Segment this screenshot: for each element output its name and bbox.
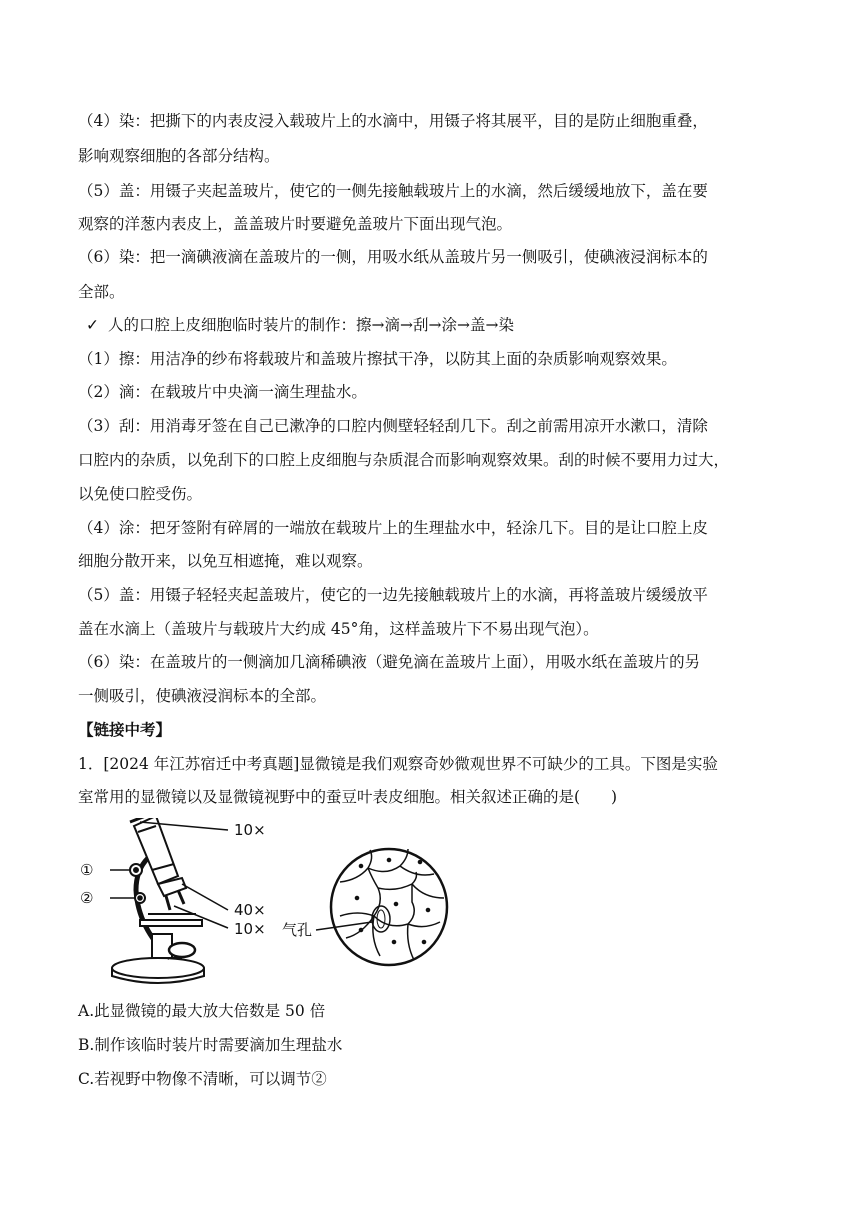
text-line: （6）染：在盖玻片的一侧滴加几滴稀碘液（避免滴在盖玻片上面），用吸水纸在盖玻片的另 [78, 653, 701, 671]
microscope-drawing [110, 818, 228, 983]
microscope-figure [78, 818, 458, 986]
option-a: A.此显微镜的最大放大倍数是 50 倍 [78, 1002, 326, 1020]
microscope-diagram [78, 818, 458, 986]
text-line: （2）滴：在载玻片中央滴一滴生理盐水。 [78, 383, 367, 401]
objective-high-label: 40× [234, 901, 266, 919]
text-line: 全部。 [78, 283, 125, 301]
question-line: 1．[2024 年江苏宿迁中考真题]显微镜是我们观察奇妙微观世界不可缺少的工具。下图是实验 [78, 755, 718, 773]
text-line: （5）盖：用镊子轻轻夹起盖玻片，使它的一边先接触载玻片上的水滴，再将盖玻片缓缓放平 [78, 586, 708, 604]
option-b: B.制作该临时装片时需要滴加生理盐水 [78, 1036, 343, 1054]
text-line: 影响观察细胞的各部分结构。 [78, 147, 280, 165]
text-line: （4）染：把撕下的内表皮浸入载玻片上的水滴中，用镊子将其展平，目的是防止细胞重叠， [78, 112, 708, 130]
text-line: 以免使口腔受伤。 [78, 485, 203, 503]
option-c: C.若视野中物像不清晰，可以调节② [78, 1070, 327, 1088]
oral-heading [86, 314, 794, 336]
text-line: 口腔内的杂质，以免刮下的口腔上皮细胞与杂质混合而影响观察效果。刮的时候不要用力过大， [78, 451, 730, 469]
field-of-view [316, 849, 447, 965]
text-line: （5）盖：用镊子夹起盖玻片，使它的一侧先接触载玻片上的水滴，然后缓缓地放下，盖在要 [78, 182, 708, 200]
text-line: 观察的洋葱内表皮上，盖盖玻片时要避免盖玻片下面出现气泡。 [78, 215, 513, 233]
text-line: 盖在水滴上（盖玻片与载玻片大约成 45°角，这样盖玻片下不易出现气泡）。 [78, 620, 599, 638]
text-line: （3）刮：用消毒牙签在自己已漱净的口腔内侧壁轻轻刮几下。刮之前需用凉开水漱口，清除 [78, 417, 708, 435]
oral-heading-text: 人的口腔上皮细胞临时装片的制作：擦→滴→刮→涂→盖→染 [108, 316, 514, 334]
question-line: 室常用的显微镜以及显微镜视野中的蚕豆叶表皮细胞。相关叙述正确的是( ) [78, 788, 618, 806]
text-line: 一侧吸引，使碘液浸润标本的全部。 [78, 687, 327, 705]
text-line: （1）擦：用洁净的纱布将载玻片和盖玻片擦拭干净，以防其上面的杂质影响观察效果。 [78, 350, 677, 368]
text-line: （4）涂：把牙签附有碎屑的一端放在载玻片上的生理盐水中，轻涂几下。目的是让口腔上皮 [78, 519, 708, 537]
knob-label-2: ② [80, 889, 94, 907]
knob-label-1: ① [80, 861, 94, 879]
stoma-label: 气孔 [282, 921, 313, 939]
checkmark-icon: ✓ [86, 316, 99, 334]
text-line: （6）染：把一滴碘液滴在盖玻片的一侧，用吸水纸从盖玻片另一侧吸引，使碘液浸润标本的 [78, 248, 708, 266]
eyepiece-label: 10× [234, 821, 266, 839]
text-line: 细胞分散开来，以免互相遮掩，难以观察。 [78, 552, 373, 570]
section-title: 【链接中考】 [78, 720, 172, 739]
objective-low-label: 10× [234, 920, 266, 938]
